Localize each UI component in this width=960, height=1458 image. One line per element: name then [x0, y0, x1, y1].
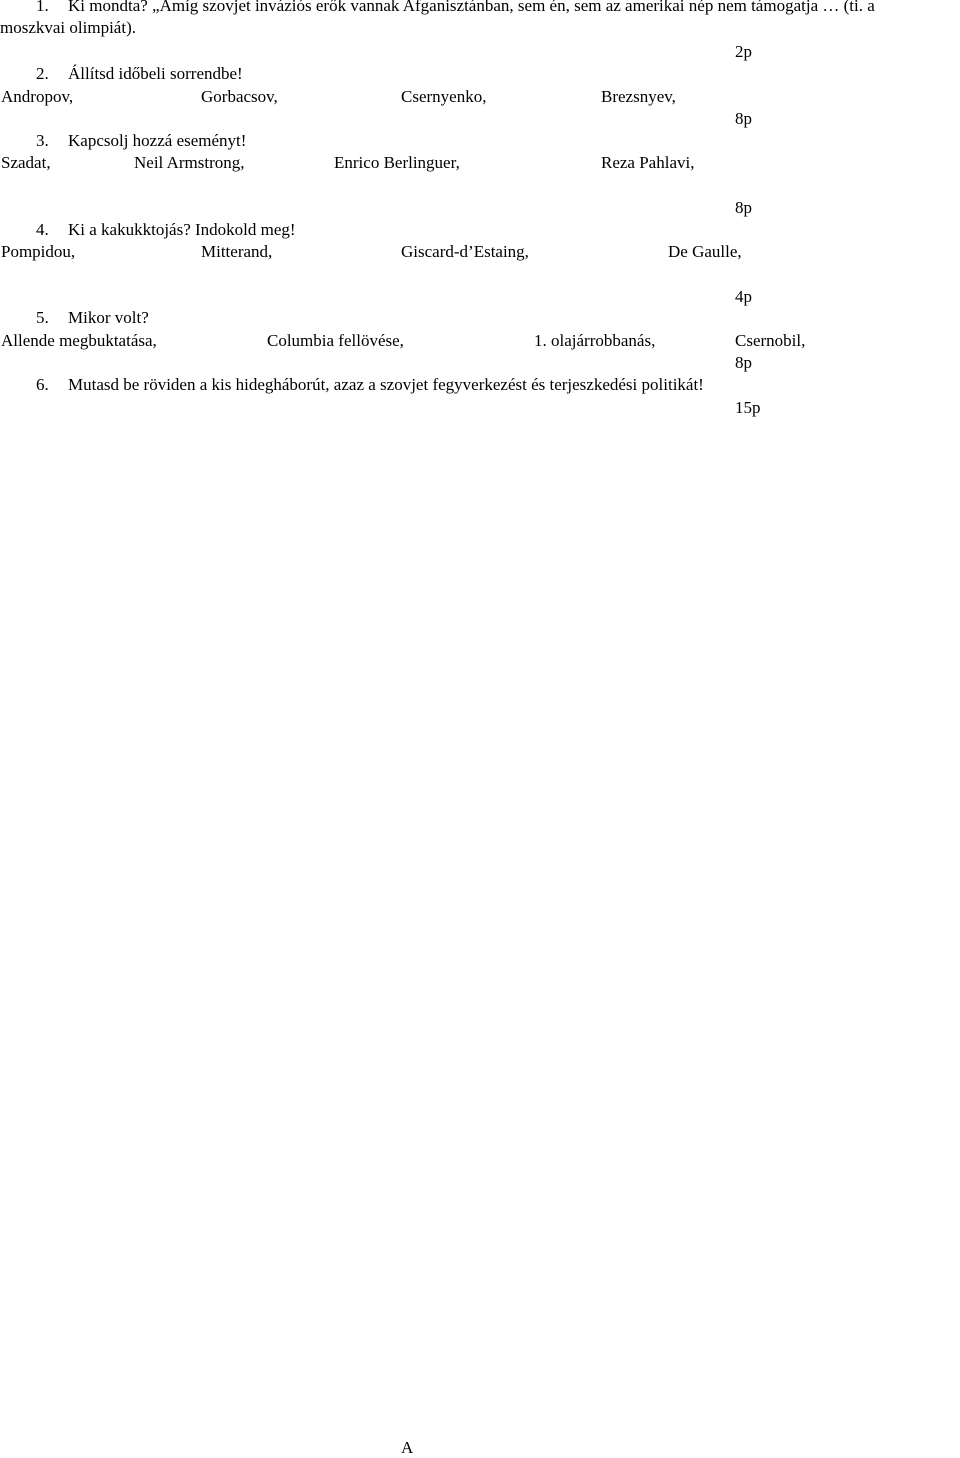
footer-letter: A	[401, 1438, 414, 1457]
question-3-item: Szadat,	[1, 153, 51, 172]
question-2-number: 2.	[36, 64, 49, 83]
question-3-item: Reza Pahlavi,	[601, 153, 695, 172]
question-4-number: 4.	[36, 220, 49, 239]
question-3-item: Enrico Berlinguer,	[334, 153, 460, 172]
question-4-points: 4p	[735, 287, 752, 306]
question-5-item: 1. olajárrobbanás,	[534, 331, 656, 350]
question-5-item: Columbia fellövése,	[267, 331, 404, 350]
question-3-text: Kapcsolj hozzá eseményt!	[68, 131, 247, 150]
question-2-item: Brezsnyev,	[601, 87, 676, 106]
question-5-number: 5.	[36, 308, 49, 327]
question-4-item: Mitterand,	[201, 242, 273, 261]
question-6-number: 6.	[36, 375, 49, 394]
question-2-item: Andropov,	[1, 87, 74, 106]
question-5-text: Mikor volt?	[68, 308, 149, 327]
question-5-item: Csernobil,	[735, 331, 806, 350]
question-4-text: Ki a kakukktojás? Indokold meg!	[68, 220, 296, 239]
question-2-item: Gorbacsov,	[201, 87, 278, 106]
question-6-text: Mutasd be röviden a kis hidegháborút, azaz a szovjet fegyverkezést és terjeszkedési politikát!	[68, 375, 704, 394]
question-3-points: 8p	[735, 198, 752, 217]
question-1-number: 1.	[36, 0, 49, 15]
question-2-text: Állítsd időbeli sorrendbe!	[68, 64, 243, 83]
question-2-points: 8p	[735, 109, 752, 128]
question-6-points: 15p	[735, 398, 761, 417]
question-4-item: Pompidou,	[1, 242, 76, 261]
question-1-text-line2: moszkvai olimpiát).	[0, 18, 136, 37]
question-1-points: 2p	[735, 42, 752, 61]
question-4-item: Giscard-d’Estaing,	[401, 242, 529, 261]
question-1-text-line1: Ki mondta? „Amíg szovjet inváziós erők vannak Afganisztánban, sem én, sem az amerikai nép nem támogatja … (ti. a	[68, 0, 875, 15]
question-5-points: 8p	[735, 353, 752, 372]
question-3-number: 3.	[36, 131, 49, 150]
question-2-item: Csernyenko,	[401, 87, 487, 106]
question-4-item: De Gaulle,	[668, 242, 742, 261]
question-3-item: Neil Armstrong,	[134, 153, 245, 172]
question-5-item: Allende megbuktatása,	[1, 331, 157, 350]
